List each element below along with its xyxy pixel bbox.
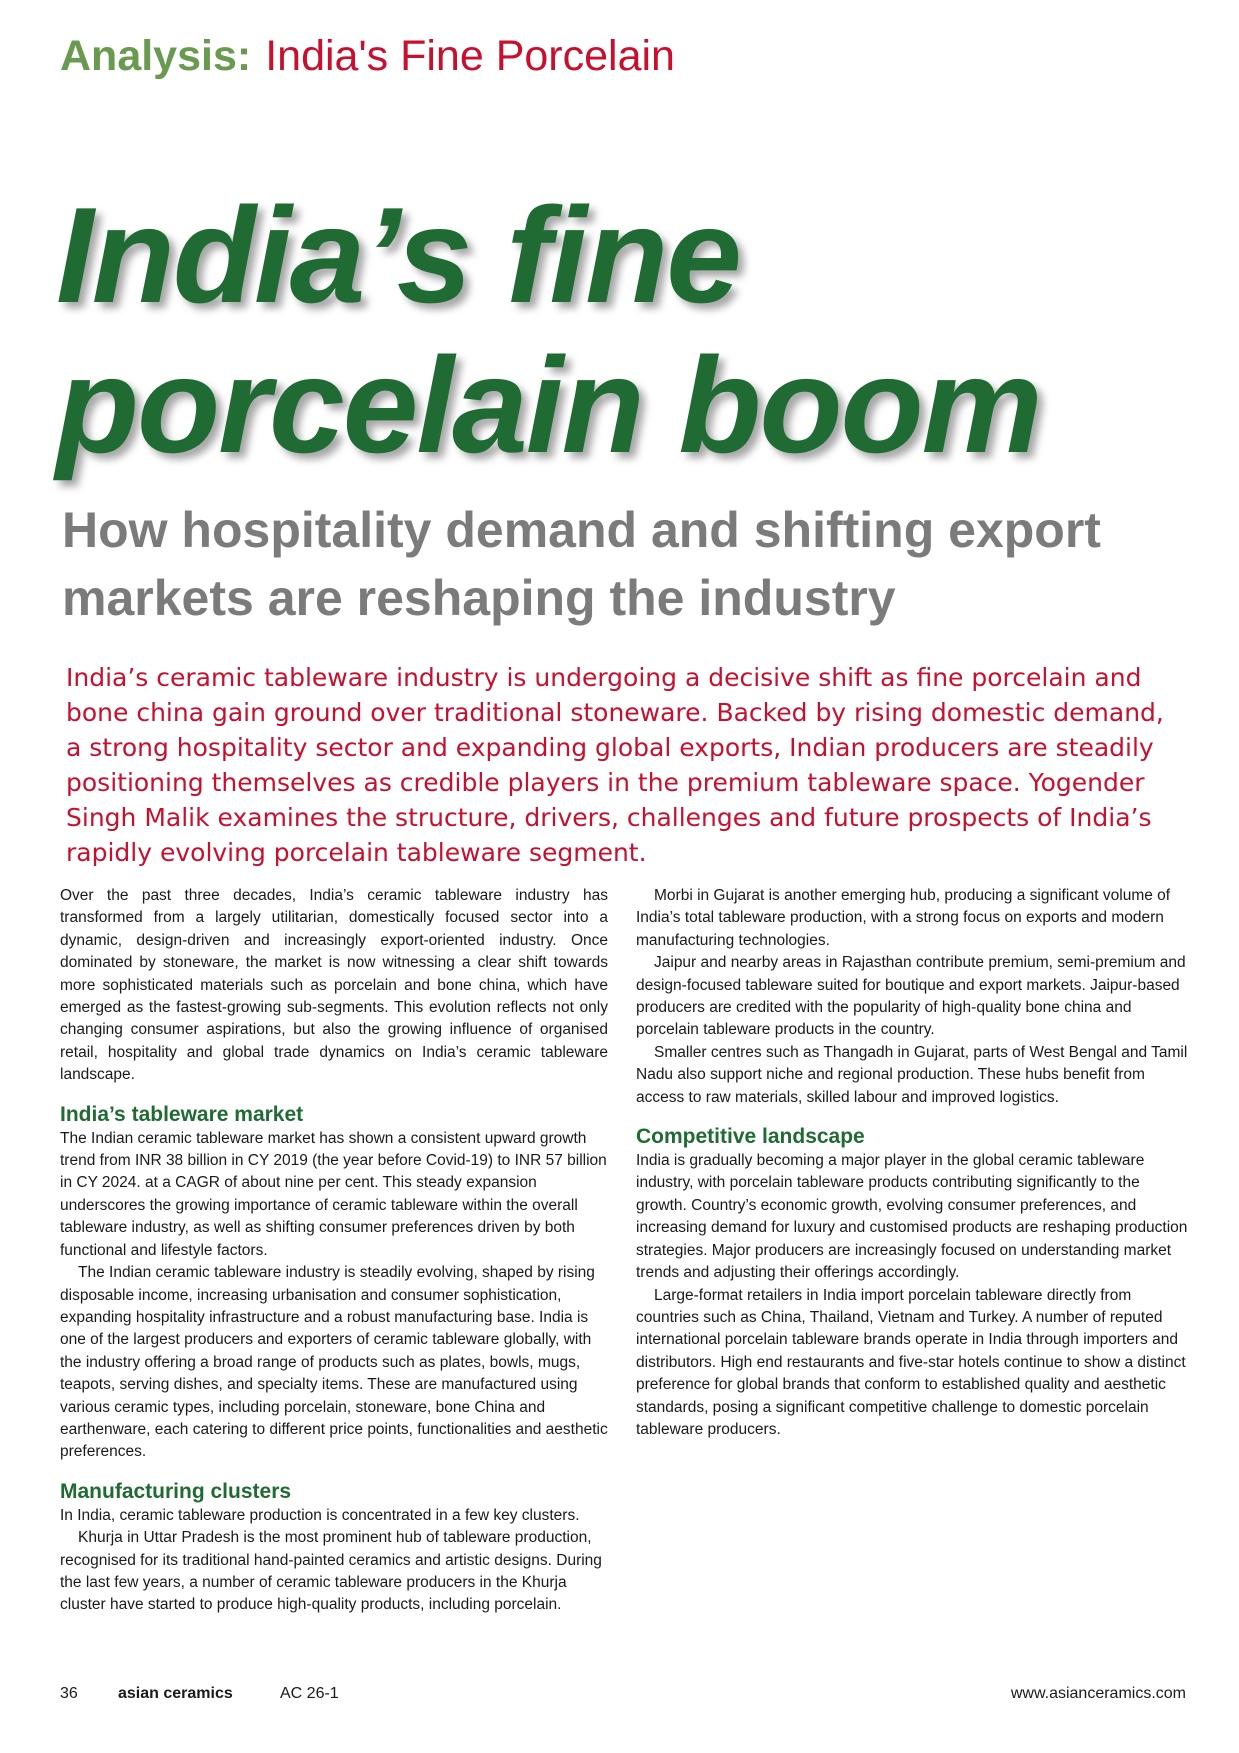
clusters-paragraph-5: Smaller centres such as Thangadh in Gujarat, parts of West Bengal and Tamil Nadu also support niche and regional production. These hubs benefit from access to raw materials, skilled labour and improved logistics. bbox=[636, 1043, 1188, 1106]
competitive-paragraph-1: India is gradually becoming a major player in the global ceramic tableware industry, with porcelain tableware products contributing significantly to the growth. Country’s economic growth, evolving consumer preferences, and increasing demand for luxury and customised products are reshaping production strategies. Major producers are increasingly focused on understanding market trends and adjusting their offerings accordingly. bbox=[636, 1152, 1188, 1282]
clusters-heading: Manufacturing clusters bbox=[60, 1479, 292, 1503]
competitive-heading: Competitive landscape bbox=[636, 1125, 865, 1149]
body-column-right bbox=[636, 885, 1188, 1441]
intro-paragraph: Over the past three decades, India’s ceramic tableware industry has transformed from a largely utilitarian, domestically focused sector into a dynamic, design-driven and increasingly export-oriented industry. Once dominated by stoneware, the market is now witnessing a clear shift towards more sophisticated materials such as porcelain and bone china, which have emerged as the fastest-growing sub-segments. This evolution reflects not only changing consumer aspirations, but also the growing influence of organised retail, hospitality and global trade dynamics on India’s ceramic tableware landscape. bbox=[60, 887, 608, 1084]
article-standfirst: India’s ceramic tableware industry is undergoing a decisive shift as fine porcelain and bone china gain ground over traditional stoneware. Backed by rising domestic demand, a strong hospitality sector and expanding global exports, Indian producers are steadily positioning themselves as credible players in the premium tableware space. Yogender Singh Malik examines the structure, drivers, challenges and future prospects of India’s rapidly evolving porcelain tableware segment. bbox=[66, 663, 1164, 867]
market-paragraph-2: The Indian ceramic tableware industry is steadily evolving, shaped by rising disposable income, increasing urbanisation and consumer sophistication, expanding hospitality infrastructure and a robust manufacturing base. India is one of the largest producers and exporters of ceramic tableware globally, with the industry offering a broad range of products such as plates, bowls, mugs, teapots, serving dishes, and specialty items. These are manufactured using various ceramic types, including porcelain, stoneware, bone China and earthenware, each catering to different price points, functionalities and aesthetic preferences. bbox=[60, 1264, 608, 1461]
clusters-paragraph-2: Khurja in Uttar Pradesh is the most prominent hub of tableware production, recognised for its traditional hand-painted ceramics and artistic designs. During the last few years, a number of ceramic tableware producers in the Khurja cluster have started to produce high-quality products, including porcelain. bbox=[60, 1529, 602, 1614]
market-paragraph-1: The Indian ceramic tableware market has shown a consistent upward growth trend from INR 38 billion in CY 2019 (the year before Covid-19) to INR 57 billion in CY 2024. at a CAGR of about nine per cent. This steady expansion underscores the growing importance of ceramic tableware within the overall tableware industry, as well as shifting consumer preferences driven by both functional and lifestyle factors. bbox=[60, 1129, 607, 1259]
website-link[interactable]: www.asianceramics.com bbox=[1010, 1685, 1186, 1702]
magazine-name: asian ceramics bbox=[118, 1685, 233, 1702]
issue-code: AC 26-1 bbox=[280, 1685, 339, 1702]
headline-line-1: India’s fine bbox=[56, 179, 740, 331]
clusters-paragraph-3: Morbi in Gujarat is another emerging hub, producing a significant volume of India’s total tableware production, with a strong focus on exports and modern manufacturing technologies. bbox=[636, 887, 1171, 949]
section-tag bbox=[60, 28, 675, 84]
market-heading: India’s tableware market bbox=[60, 1102, 304, 1126]
article-headline bbox=[56, 180, 1041, 480]
body-column-left bbox=[60, 885, 608, 1617]
competitive-paragraph-2: Large-format retailers in India import porcelain tableware directly from countries such as China, Thailand, Vietnam and Turkey. A number of reputed international porcelain tableware brands operate in India through importers and distributors. High end restaurants and five-star hotels continue to show a distinct preference for global brands that conform to established quality and aesthetic standards, posing a significant competitive challenge to domestic porcelain tableware producers. bbox=[636, 1286, 1186, 1438]
section-title: India's Fine Porcelain bbox=[265, 32, 675, 80]
page-number: 36 bbox=[60, 1685, 78, 1702]
clusters-paragraph-4: Jaipur and nearby areas in Rajasthan contribute premium, semi-premium and design-focused tableware suited for boutique and export markets. Jaipur-based producers are credited with the popularity of high-quality bone china and porcelain tableware products in the country. bbox=[636, 954, 1186, 1039]
article-subheadline: How hospitality demand and shifting export markets are reshaping the industry bbox=[62, 502, 1101, 626]
clusters-paragraph-1: In India, ceramic tableware production is concentrated in a few key clusters. bbox=[60, 1506, 580, 1524]
section-label: Analysis: bbox=[60, 32, 252, 80]
headline-line-2: porcelain boom bbox=[56, 329, 1041, 481]
